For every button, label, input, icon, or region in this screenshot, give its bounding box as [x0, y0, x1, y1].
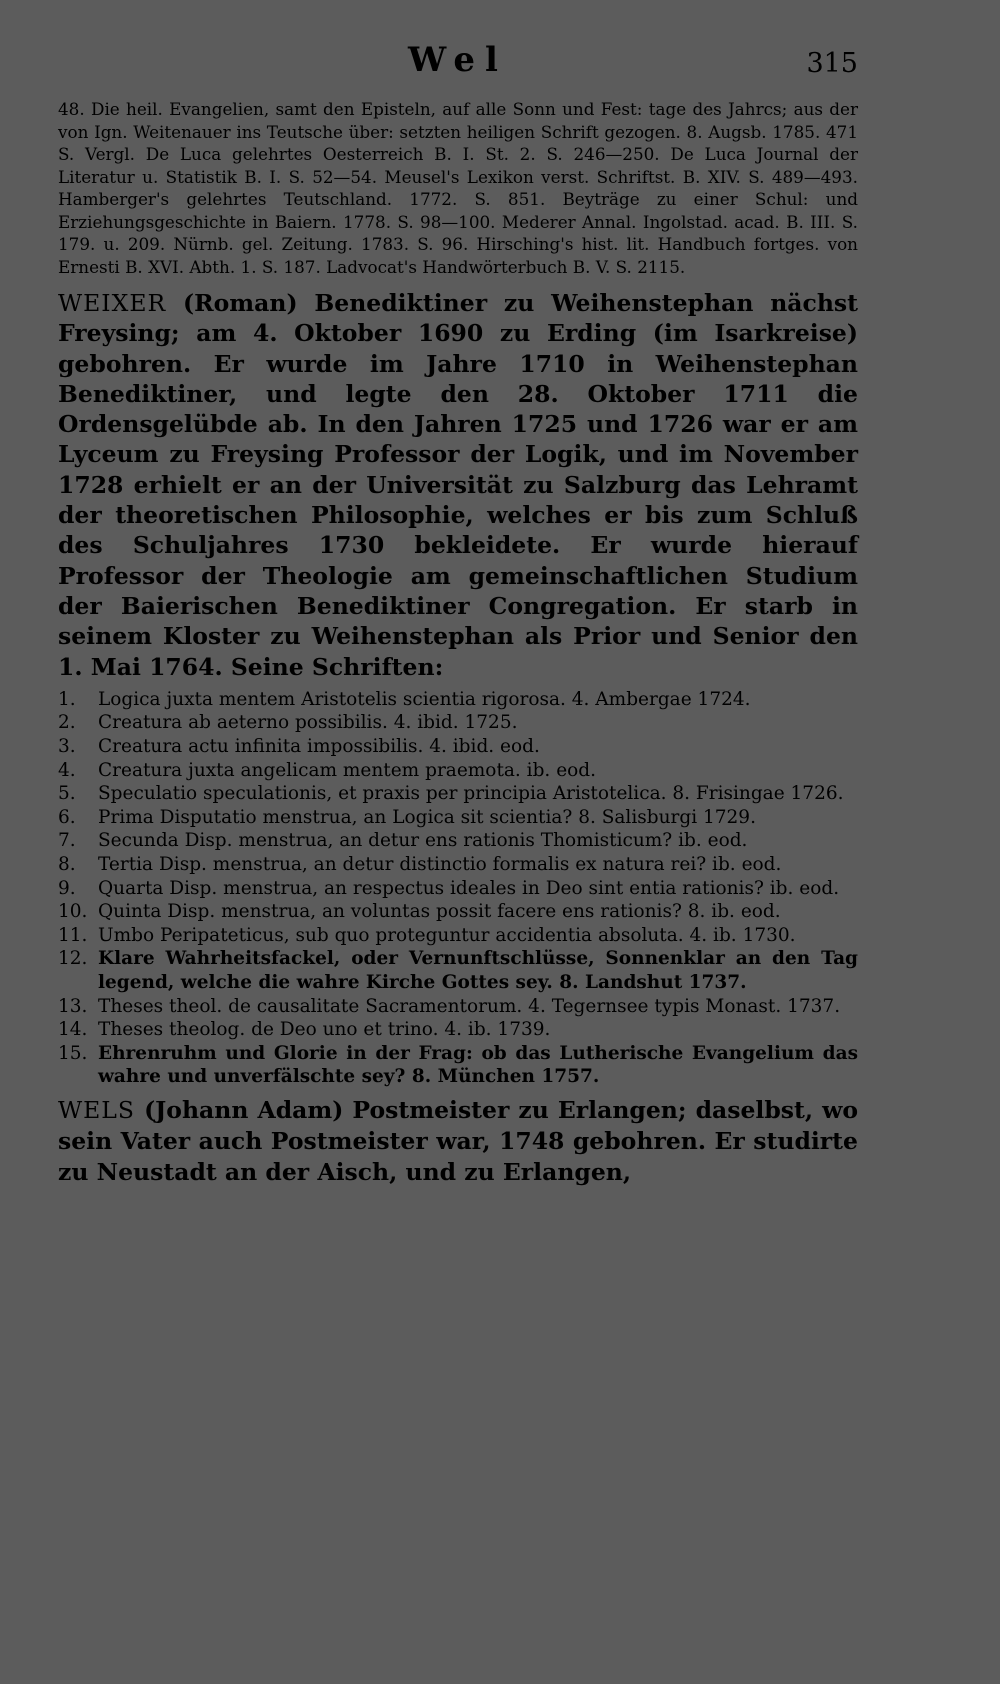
- work-number: 10.: [58, 901, 88, 923]
- work-title: Klare Wahrheitsfackel, oder Vernunftschlüsse, Sonnenklar an den Tag legend, welche die wahre Kirche Gottes sey. 8. Landshut 1737.: [98, 948, 858, 993]
- work-item: [58, 1042, 858, 1089]
- work-item: [58, 782, 858, 806]
- entry-weixer-headword: WEIXER: [58, 289, 167, 317]
- work-number: 14.: [58, 1019, 88, 1041]
- work-number: 13.: [58, 995, 88, 1017]
- work-title: Quarta Disp. menstrua, an respectus ideales in Deo sint entia rationis? ib. eod.: [98, 877, 840, 899]
- reference-paragraph: [58, 98, 858, 278]
- work-number: 4.: [58, 759, 76, 781]
- entry-wels-headword: WELS: [58, 1095, 136, 1124]
- work-item: [58, 900, 858, 924]
- work-title: Quinta Disp. menstrua, an voluntas possit facere ens rationis? 8. ib. eod.: [98, 901, 781, 923]
- work-title: Logica juxta mentem Aristotelis scientia rigorosa. 4. Ambergae 1724.: [98, 688, 751, 710]
- work-title: Secunda Disp. menstrua, an detur ens rationis Thomisticum? ib. eod.: [98, 830, 748, 852]
- work-item: [58, 806, 858, 830]
- work-item: [58, 829, 858, 853]
- work-title: Umbo Peripateticus, sub quo proteguntur accidentia absoluta. 4. ib. 1730.: [98, 924, 796, 946]
- work-item: [58, 688, 858, 712]
- work-title: Creatura actu infinita impossibilis. 4. ibid. eod.: [98, 736, 540, 758]
- entry-wels: [58, 1095, 858, 1188]
- book-page: [58, 40, 858, 1188]
- reference-text: 48. Die heil. Evangelien, samt den Episteln, auf alle Sonn und Fest: tage des Jahrcs; aus der von Ign. Weitenauer ins Teutsche über: setzten heiligen Schrift gezogen. 8. Augsb. 1785. 471 S. Vergl. De Luca gelehrtes Oesterreich B. I. St. 2. S. 246—250. De Luca Journal der Literatur u. Statistik B. I. S. 52—54. Meusel's Lexikon verst. Schriftst. B. XIV. S. 489—493. Hamberger's gelehrtes Teutschland. 1772. S. 851. Beyträge zu einer Schul: und Erziehungsgeschichte in Baiern. 1778. S. 98—100. Mederer Annal. Ingolstad. acad. B. III. S. 179. u. 209. Nürnb. gel. Zeitung. 1783. S. 96. Hirsching's hist. lit. Handbuch fortges. von Ernesti B. XVI. Abth. 1. S. 187. Ladvocat's Handwörterbuch B. V. S. 2115.: [58, 99, 858, 277]
- entry-wels-text: (Johann Adam) Postmeister zu Erlangen; daselbst, wo sein Vater auch Postmeister war, 1748 gebohren. Er studirte zu Neustadt an der Aisch, und zu Erlangen,: [58, 1095, 858, 1186]
- page-header: [58, 40, 858, 92]
- work-number: 6.: [58, 806, 76, 828]
- work-item: [58, 995, 858, 1019]
- work-item: [58, 853, 858, 877]
- page-number: 315: [806, 48, 858, 79]
- entry-weixer-paragraph: [58, 288, 858, 682]
- work-title: Theses theol. de causalitate Sacramentorum. 4. Tegernsee typis Monast. 1737.: [98, 995, 841, 1017]
- work-item: [58, 877, 858, 901]
- work-number: 8.: [58, 854, 76, 876]
- work-number: 9.: [58, 877, 76, 899]
- work-item: [58, 759, 858, 783]
- work-item: [58, 735, 858, 759]
- work-item: [58, 1018, 858, 1042]
- work-title: Creatura ab aeterno possibilis. 4. ibid. 1725.: [98, 712, 518, 734]
- entry-weixer: [58, 288, 858, 682]
- work-item: [58, 947, 858, 994]
- work-number: 12.: [58, 948, 88, 970]
- works-list: [58, 688, 858, 1089]
- work-title: Ehrenruhm und Glorie in der Frag: ob das Lutherische Evangelium das wahre und unverfälschte sey? 8. München 1757.: [98, 1042, 858, 1088]
- work-number: 15.: [58, 1042, 88, 1064]
- work-title: Creatura juxta angelicam mentem praemota. ib. eod.: [98, 759, 597, 781]
- entry-wels-paragraph: [58, 1095, 858, 1188]
- work-title: Theses theolog. de Deo uno et trino. 4. ib. 1739.: [98, 1019, 551, 1041]
- work-title: Prima Disputatio menstrua, an Logica sit scientia? 8. Salisburgi 1729.: [98, 806, 756, 828]
- work-item: [58, 924, 858, 948]
- work-title: Tertia Disp. menstrua, an detur distinctio formalis ex natura rei? ib. eod.: [98, 854, 782, 876]
- work-number: 5.: [58, 783, 76, 805]
- work-title: Speculatio speculationis, et praxis per principia Aristotelica. 8. Frisingae 1726.: [98, 783, 844, 805]
- work-number: 3.: [58, 736, 76, 758]
- work-number: 7.: [58, 830, 76, 852]
- work-item: [58, 711, 858, 735]
- work-number: 2.: [58, 712, 76, 734]
- entry-weixer-text: (Roman) Benediktiner zu Weihenstephan nächst Freysing; am 4. Oktober 1690 zu Erding (im Isarkreise) gebohren. Er wurde im Jahre 1710 in Weihenstephan Benediktiner, und legte den 28. Oktober 1711 die Ordensgelübde ab. In den Jahren 1725 und 1726 war er am Lyceum zu Freysing Professor der Logik, und im November 1728 erhielt er an der Universität zu Salzburg das Lehramt der theoretischen Philosophie, welches er bis zum Schluß des Schuljahres 1730 bekleidete. Er wurde hierauf Professor der Theologie am gemeinschaftlichen Studium der Baierischen Benediktiner Congregation. Er starb in seinem Kloster zu Weihenstephan als Prior und Senior den 1. Mai 1764. Seine Schriften:: [58, 289, 858, 681]
- running-head: Wel: [408, 40, 508, 80]
- work-number: 11.: [58, 924, 88, 946]
- work-number: 1.: [58, 688, 76, 710]
